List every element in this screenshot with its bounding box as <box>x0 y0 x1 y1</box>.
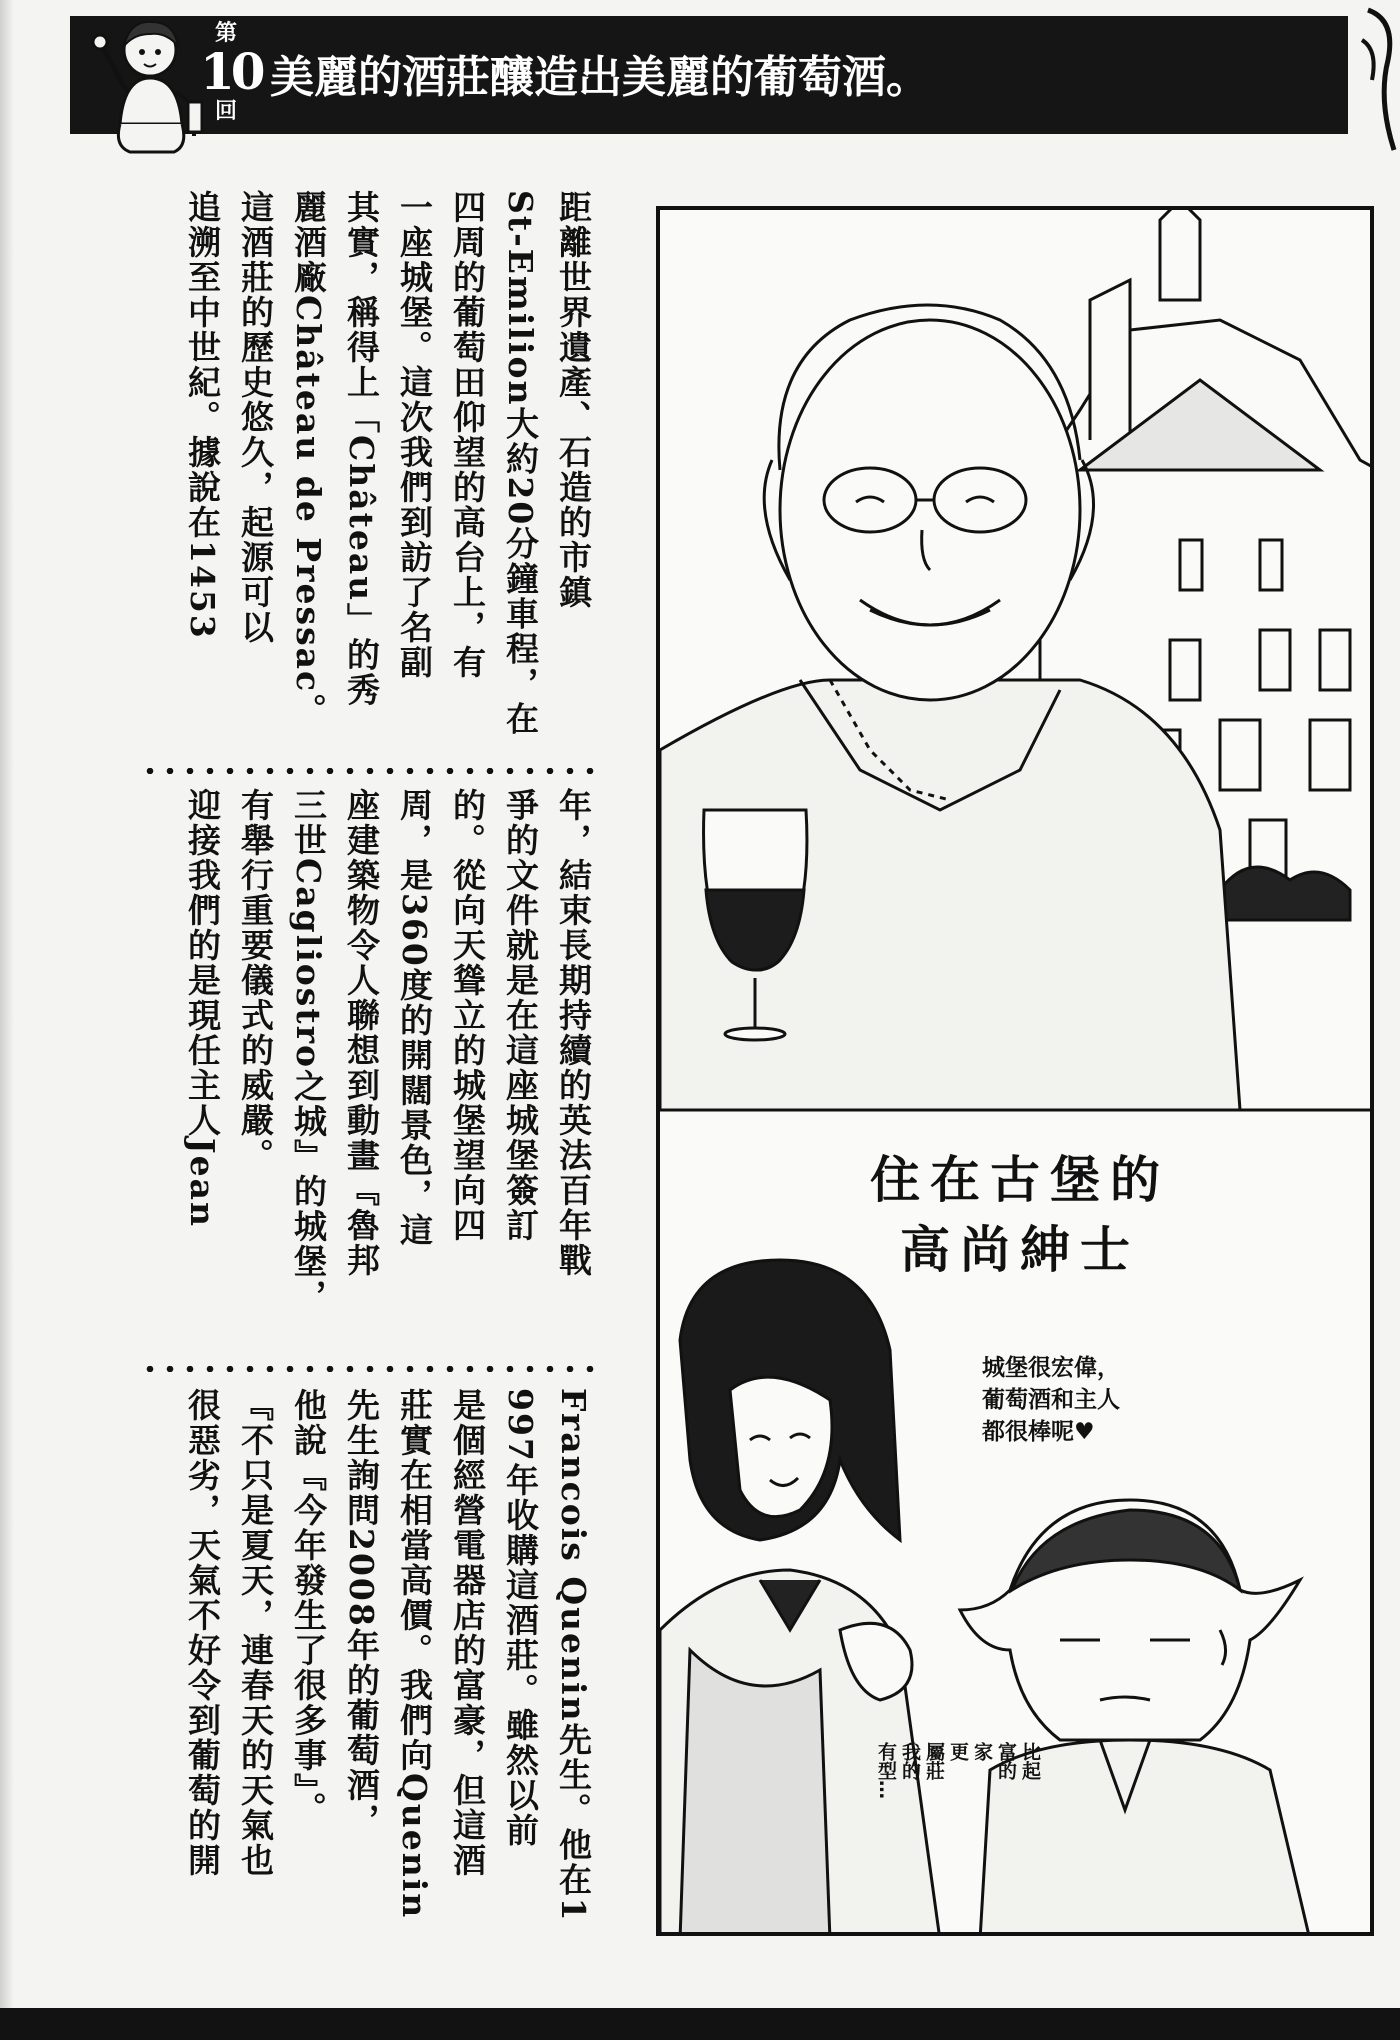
article-line: 四周的葡萄田仰望的高台上，有 <box>448 190 487 680</box>
manga-illustration-panel <box>656 206 1374 1936</box>
article-text-tier-3 <box>140 1388 600 1968</box>
speech-line: 富的 <box>995 1742 1017 1780</box>
article-line: 一座城堡。這次我們到訪了名副 <box>395 190 434 680</box>
article-text-tier-2 <box>140 788 600 1348</box>
speech-bubble-2 <box>875 1742 1042 1892</box>
article-line: 三世Cagliostro之城』的城堡， <box>289 788 328 1315</box>
speech-line: 城堡很宏偉， <box>982 1355 1120 1381</box>
article-line: 距離世界遺產、石造的市鎮 <box>554 190 593 610</box>
article-line: Francois Quenin先生。他在1 <box>554 1388 593 1923</box>
page-edge-bottom <box>0 2008 1400 2040</box>
chapter-mark <box>200 20 262 132</box>
article-line: St-Emilion大約20分鐘車程，在 <box>501 190 540 737</box>
article-line: 的。從向天聳立的城堡望向四 <box>448 788 487 1243</box>
article-line: 座建築物令人聯想到動畫『魯邦 <box>342 788 381 1278</box>
speech-line: 家 <box>971 1742 993 1761</box>
article-line: 有舉行重要儀式的威嚴。 <box>236 788 275 1173</box>
speech-line: 有型… <box>875 1742 897 1799</box>
chapter-suffix: 回 <box>214 98 237 124</box>
speech-line: 我的 <box>899 1742 921 1780</box>
speech-line: 比起 <box>1019 1742 1041 1780</box>
article-line: 『不只是夏天，連春天的天氣也 <box>236 1388 275 1878</box>
speech-line: 都很棒呢♥ <box>982 1419 1095 1445</box>
caption-line-1: 住在古堡的 <box>870 1151 1170 1209</box>
article-line: 迎接我們的是現任主人Jean <box>183 788 222 1228</box>
article-line: 這酒莊的歷史悠久，起源可以 <box>236 190 275 645</box>
article-line: 997年收購這酒莊。雖然以前 <box>501 1388 540 1848</box>
article-line: 周，是360度的開闊景色，這 <box>395 788 434 1248</box>
article-line: 年，結束長期持續的英法百年戰 <box>554 788 593 1278</box>
chapter-title: 美麗的酒莊釀造出美麗的葡萄酒。 <box>270 52 930 103</box>
header-rule <box>230 128 1400 132</box>
chapter-prefix: 第 <box>214 20 237 46</box>
speech-line: 屬莊 <box>923 1742 945 1780</box>
article-line: 莊實在相當高價。我們向Quenin <box>395 1388 434 1920</box>
mascot-illustration <box>90 6 208 156</box>
caption-line-2: 高尚紳士 <box>900 1221 1140 1279</box>
page-edge-left <box>0 0 14 2040</box>
article-line: 先生詢問2008年的葡萄酒， <box>342 1388 381 1838</box>
chapter-number: 10 <box>200 42 262 101</box>
speech-bubble-1 <box>982 1352 1342 1448</box>
article-line: 爭的文件就是在這座城堡簽訂 <box>501 788 540 1243</box>
article-line: 他說『今年發生了很多事』。 <box>289 1388 328 1827</box>
corner-decoration <box>1348 0 1400 160</box>
speech-line: 葡萄酒和主人 <box>982 1387 1120 1413</box>
panel-artwork <box>660 210 1374 1936</box>
article-line: 其實，稱得上「Château」的秀 <box>342 190 381 708</box>
dotted-divider <box>140 1366 600 1372</box>
article-line: 是個經營電器店的富豪，但這酒 <box>448 1388 487 1878</box>
article-line: 很惡劣，天氣不好令到葡萄的開 <box>183 1388 222 1878</box>
speech-line: 更 <box>947 1742 969 1761</box>
article-text-tier-1 <box>140 190 600 750</box>
dotted-divider <box>140 768 600 774</box>
article-line: 麗酒廠Château de Pressac。 <box>289 190 328 729</box>
article-line: 追溯至中世紀。據說在1453 <box>183 190 222 640</box>
